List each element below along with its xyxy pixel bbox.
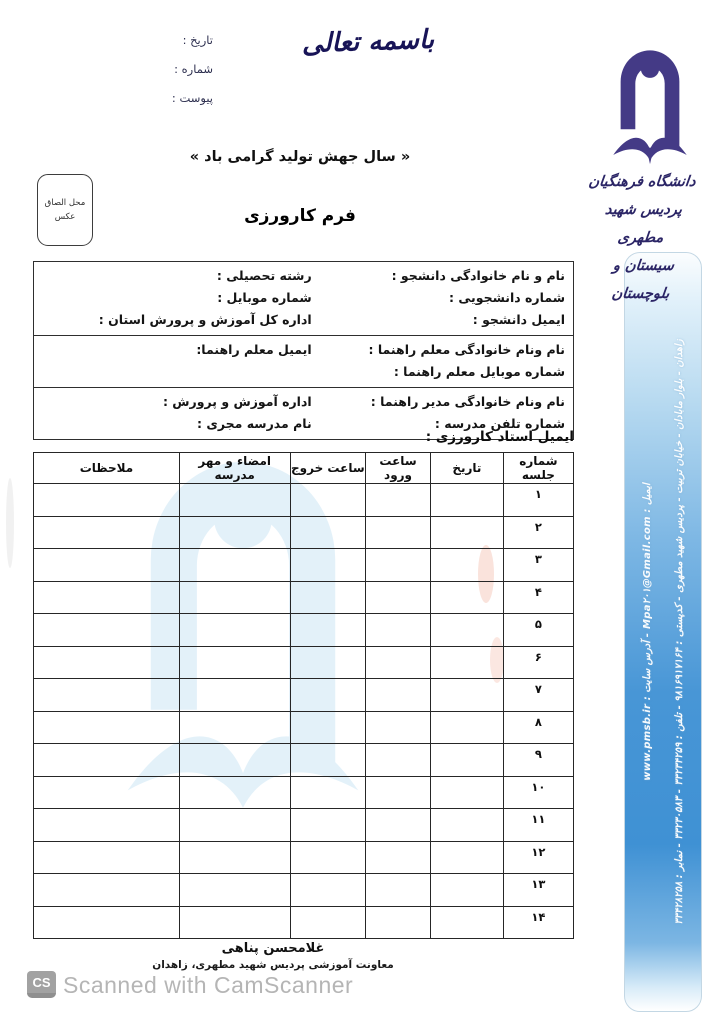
table-row (34, 744, 574, 777)
photo-box-text-1: محل الصاق (44, 198, 86, 208)
empty-cell (430, 711, 503, 744)
session-number-cell: ۱۲ (503, 841, 573, 874)
field-label: نام ونام خانوادگی معلم راهنما : (368, 342, 565, 357)
table-row (34, 906, 574, 939)
field-label: شماره تلفن مدرسه : (434, 416, 565, 431)
empty-cell (179, 646, 290, 679)
empty-cell (366, 906, 431, 939)
empty-cell (34, 776, 180, 809)
session-number-cell: ۲ (503, 516, 573, 549)
empty-cell (430, 581, 503, 614)
guide-teacher-block (34, 335, 573, 387)
letterhead-labels (113, 33, 213, 120)
empty-cell (366, 646, 431, 679)
empty-cell (366, 874, 431, 907)
table-row (34, 646, 574, 679)
empty-cell (430, 484, 503, 517)
empty-cell (179, 744, 290, 777)
session-number-cell: ۵ (503, 614, 573, 647)
empty-cell (366, 581, 431, 614)
camscanner-badge-icon: CS (27, 971, 56, 998)
table-header-row (34, 453, 574, 484)
col-notes: ملاحظات (34, 453, 180, 484)
session-number-cell: ۳ (503, 549, 573, 582)
empty-cell (179, 906, 290, 939)
empty-cell (179, 874, 290, 907)
university-name: دانشگاه فرهنگیان (587, 174, 697, 190)
col-time-in: ساعت ورود (366, 453, 431, 484)
year-slogan: « سال جهش تولید گرامی باد » (189, 149, 411, 165)
empty-cell (290, 744, 366, 777)
signatory-name: غلامحسن پناهی (221, 941, 325, 956)
empty-cell (179, 841, 290, 874)
empty-cell (430, 776, 503, 809)
attachment-label: پیوست : (171, 91, 213, 105)
photo-attachment-box (37, 174, 93, 246)
field-label: ایمیل دانشجو : (472, 312, 565, 327)
empty-cell (366, 484, 431, 517)
session-number-cell: ۸ (503, 711, 573, 744)
empty-cell (366, 711, 431, 744)
empty-cell (290, 841, 366, 874)
session-number-cell: ۶ (503, 646, 573, 679)
empty-cell (34, 874, 180, 907)
table-row (34, 776, 574, 809)
number-label: شماره : (174, 62, 213, 76)
empty-cell (34, 679, 180, 712)
contact-web-line: ایمیل : Mpa۲۰۱@Gmail.com - آدرس سایت : www.pmsb.ir (641, 483, 653, 781)
province-name: سیستان و بلوچستان (610, 258, 675, 302)
form-title: فرم کارورزی (244, 206, 356, 226)
empty-cell (430, 809, 503, 842)
table-row (34, 581, 574, 614)
empty-cell (430, 841, 503, 874)
basmala-calligraphy: باسمه تعالی (301, 24, 435, 60)
date-label: تاریخ : (182, 33, 213, 47)
table-row (34, 484, 574, 517)
signature-block (138, 941, 408, 971)
table-row (34, 516, 574, 549)
empty-cell (290, 809, 366, 842)
empty-cell (366, 679, 431, 712)
field-label: رشته تحصیلی : (216, 268, 312, 283)
table-row (34, 679, 574, 712)
empty-cell (430, 744, 503, 777)
empty-cell (366, 776, 431, 809)
signatory-title: معاونت آموزشی پردیس شهید مطهری، زاهدان (152, 959, 394, 971)
empty-cell (366, 744, 431, 777)
field-label: نام و نام خانوادگی دانشجو : (391, 268, 565, 283)
col-signature-stamp: امضاء و مهر مدرسه (179, 453, 290, 484)
empty-cell (290, 679, 366, 712)
empty-cell (366, 549, 431, 582)
empty-cell (34, 841, 180, 874)
empty-cell (366, 516, 431, 549)
field-label: نام مدرسه مجری : (197, 416, 312, 431)
student-info-block (34, 262, 573, 335)
field-label: اداره کل آموزش و پرورش استان : (98, 312, 312, 327)
empty-cell (34, 614, 180, 647)
session-number-cell: ۱۴ (503, 906, 573, 939)
empty-cell (430, 679, 503, 712)
table-row (34, 809, 574, 842)
empty-cell (34, 906, 180, 939)
field-label: شماره موبایل : (217, 290, 312, 305)
empty-cell (290, 906, 366, 939)
col-date: تاریخ (430, 453, 503, 484)
empty-cell (179, 484, 290, 517)
empty-cell (34, 516, 180, 549)
session-number-cell: ۹ (503, 744, 573, 777)
session-number-cell: ۱۱ (503, 809, 573, 842)
empty-cell (34, 744, 180, 777)
empty-cell (179, 776, 290, 809)
table-row (34, 841, 574, 874)
field-label: نام ونام خانوادگی مدیر راهنما : (370, 394, 565, 409)
table-row (34, 614, 574, 647)
university-logo-icon (604, 10, 696, 166)
campus-name: پردیس شهید مطهری (604, 202, 683, 246)
empty-cell (179, 809, 290, 842)
info-box (33, 261, 574, 440)
contact-address-line: زاهدان - بلوار مابادان - خیابان تربیت - پردیس شهید مطهری - کدپستی : ۹۸۱۶۹۱۷۱۶۴ - تلفن : ۳۳۲۳۴۲۵۹ - ۳۳۲۳۰۵۸۳ - نمابر : ۳۳۴۲۸۲۵۸ (673, 339, 685, 925)
table-row (34, 711, 574, 744)
session-number-cell: ۱۳ (503, 874, 573, 907)
empty-cell (290, 516, 366, 549)
table-row (34, 874, 574, 907)
sessions-table (33, 452, 574, 939)
empty-cell (366, 809, 431, 842)
empty-cell (290, 549, 366, 582)
empty-cell (34, 646, 180, 679)
empty-cell (34, 484, 180, 517)
empty-cell (366, 614, 431, 647)
empty-cell (430, 906, 503, 939)
empty-cell (290, 614, 366, 647)
empty-cell (290, 646, 366, 679)
scan-blemish (6, 478, 14, 568)
supervisor-email-label: ایمیل استاد کارورزی : (425, 429, 574, 445)
field-label: اداره آموزش و پرورش : (162, 394, 312, 409)
session-number-cell: ۷ (503, 679, 573, 712)
col-session-number: شماره جلسه (503, 453, 573, 484)
camscanner-watermark-text: Scanned with CamScanner (63, 972, 354, 998)
empty-cell (179, 614, 290, 647)
empty-cell (34, 549, 180, 582)
empty-cell (290, 484, 366, 517)
empty-cell (430, 614, 503, 647)
col-time-out: ساعت خروج (290, 453, 366, 484)
empty-cell (179, 581, 290, 614)
empty-cell (290, 711, 366, 744)
empty-cell (179, 549, 290, 582)
empty-cell (430, 516, 503, 549)
empty-cell (34, 711, 180, 744)
empty-cell (179, 679, 290, 712)
empty-cell (179, 711, 290, 744)
photo-box-text-2: عکس (54, 212, 76, 222)
table-row (34, 549, 574, 582)
field-label: ایمیل معلم راهنما: (196, 342, 312, 357)
empty-cell (366, 841, 431, 874)
field-label (34, 361, 320, 383)
field-label: شماره دانشجویی : (449, 290, 565, 305)
contact-strip-text (631, 258, 695, 1006)
empty-cell (290, 581, 366, 614)
empty-cell (290, 874, 366, 907)
empty-cell (430, 549, 503, 582)
session-number-cell: ۱ (503, 484, 573, 517)
empty-cell (430, 874, 503, 907)
empty-cell (179, 516, 290, 549)
session-number-cell: ۴ (503, 581, 573, 614)
sessions-table-body (34, 484, 574, 939)
empty-cell (34, 581, 180, 614)
empty-cell (430, 646, 503, 679)
field-label: شماره موبایل معلم راهنما : (393, 364, 565, 379)
empty-cell (290, 776, 366, 809)
empty-cell (34, 809, 180, 842)
session-number-cell: ۱۰ (503, 776, 573, 809)
